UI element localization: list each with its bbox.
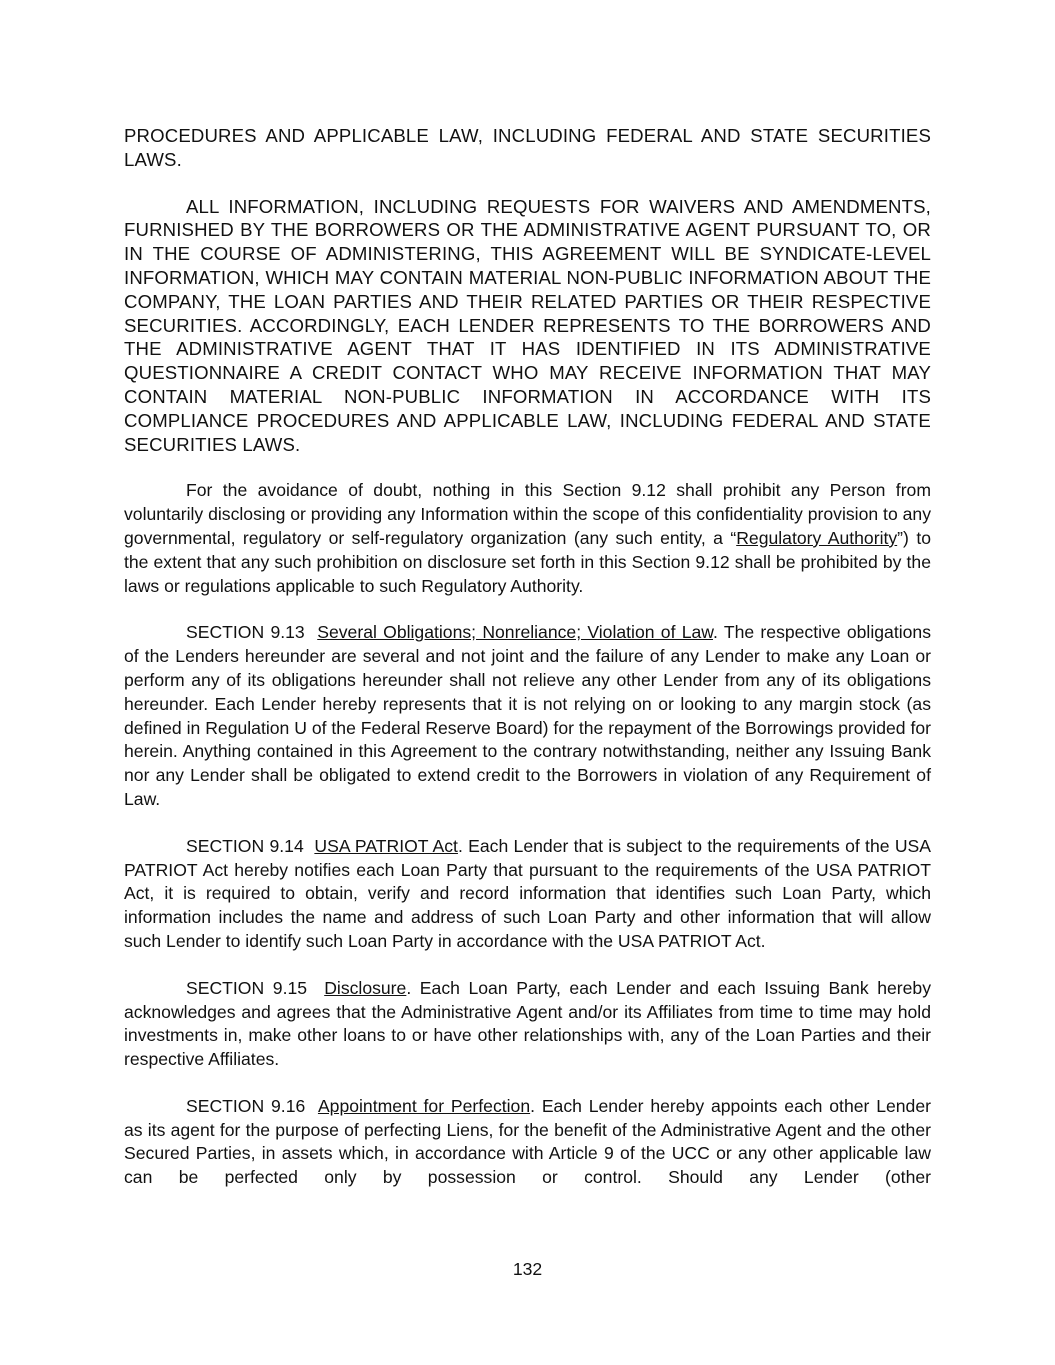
section-text: . Each Loan Party, each Lender and each Issuing Bank hereby acknowledges and agrees that the Administrative Agent and/or its Affiliates from time to time may hold investments in, make other loans to or have other relationships with, any of the Loan Parties and their respective Affiliates. [124, 977, 931, 1070]
section-heading: Disclosure [324, 977, 407, 998]
section-text: . Each Lender that is subject to the requirements of the USA PATRIOT Act hereby notifies each Loan Party that pursuant to the requirements of the USA PATRIOT Act, it is required to obtain, verify and record information that identifies such Loan Party, which information includes the name and address of such Loan Party and other information that will allow such Lender to identify such Loan Party in accordance with the USA PATRIOT Act. [124, 835, 931, 951]
section-number: SECTION 9.16 [186, 1095, 306, 1116]
defined-term-regulatory-authority: Regulatory Authority [736, 527, 898, 548]
avoidance-of-doubt-paragraph [124, 479, 931, 598]
avoidance-text-before: For the avoidance of doubt, nothing in this Section 9.12 shall prohibit any Person from voluntarily disclosing or providing any Information within the scope of this confidentiality provision to any governmental, regulatory or self-regulatory organization (any such entity, a “ [124, 480, 931, 548]
section-9-16-paragraph [124, 1095, 931, 1190]
section-heading: Several Obligations; Nonreliance; Violation of Law [317, 622, 714, 643]
section-9-15-paragraph [124, 977, 931, 1072]
section-heading: Appointment for Perfection [317, 1095, 531, 1116]
section-9-14-paragraph [124, 835, 931, 954]
caps-paragraph-syndicate-information: ALL INFORMATION, INCLUDING REQUESTS FOR WAIVERS AND AMENDMENTS, FURNISHED BY THE BORROWERS OR THE ADMINISTRATIVE AGENT PURSUANT TO, OR IN THE COURSE OF ADMINISTERING, THIS AGREEMENT WILL BE SYNDICATE-LEVEL INFORMATION, WHICH MAY CONTAIN MATERIAL NON-PUBLIC INFORMATION ABOUT THE COMPANY, THE LOAN PARTIES AND THEIR RELATED PARTIES OR THEIR RESPECTIVE SECURITIES. ACCORDINGLY, EACH LENDER REPRESENTS TO THE BORROWERS AND THE ADMINISTRATIVE AGENT THAT IT HAS IDENTIFIED IN ITS ADMINISTRATIVE QUESTIONNAIRE A CREDIT CONTACT WHO MAY RECEIVE INFORMATION THAT MAY CONTAIN MATERIAL NON-PUBLIC INFORMATION IN ACCORDANCE WITH ITS COMPLIANCE PROCEDURES AND APPLICABLE LAW, INCLUDING FEDERAL AND STATE SECURITIES LAWS. [124, 195, 931, 455]
avoidance-text-after: ”) to the extent that any such prohibition on disclosure set forth in this Section 9.12 shall be prohibited by the laws or regulations applicable to such Regulatory Authority. [124, 527, 931, 596]
section-heading: USA PATRIOT Act [314, 835, 458, 856]
section-number: SECTION 9.13 [186, 622, 305, 643]
section-text: . The respective obligations of the Lenders hereunder are several and not joint and the failure of any Lender to make any Loan or perform any of its obligations hereunder shall not relieve any other Lender from any of its obligations hereunder. Each Lender hereby represents that it is not relying on or looking to any margin stock (as defined in Regulation U of the Federal Reserve Board) for the repayment of the Borrowings provided for herein. Anything contained in this Agreement to the contrary notwithstanding, neither any Issuing Bank nor any Lender shall be obligated to extend credit to the Borrowers in violation of any Requirement of Law. [124, 622, 931, 809]
section-number: SECTION 9.14 [186, 835, 304, 856]
document-page [124, 124, 931, 1190]
caps-paragraph-continuation: PROCEDURES AND APPLICABLE LAW, INCLUDING FEDERAL AND STATE SECURITIES LAWS. [124, 125, 931, 170]
section-number: SECTION 9.15 [186, 977, 308, 998]
page-number: 132 [512, 1259, 543, 1279]
section-9-13-paragraph [124, 621, 931, 811]
section-text: . Each Lender hereby appoints each other Lender as its agent for the purpose of perfecting Liens, for the benefit of the Administrative Agent and the other Secured Parties, in assets which, in accordance with Article 9 of the UCC or any other applicable law can be perfected only by possession or control. Should any Lender (other [124, 1095, 931, 1188]
